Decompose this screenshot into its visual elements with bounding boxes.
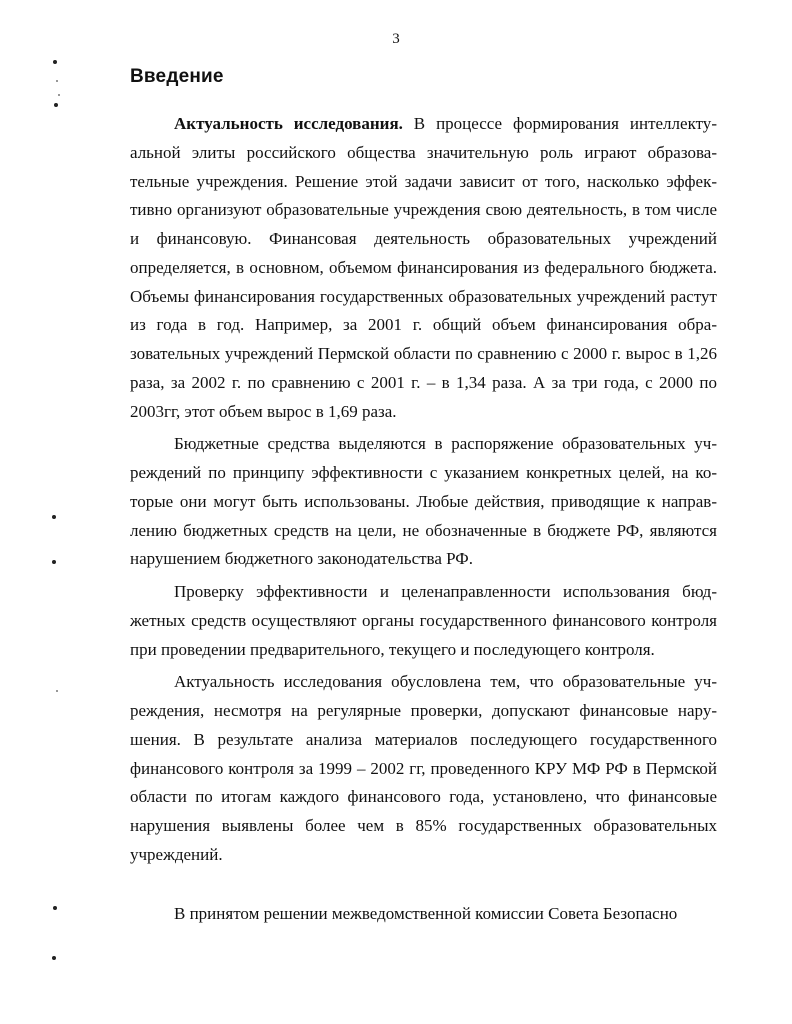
section-heading: Введение bbox=[130, 66, 224, 87]
paragraph-1-lead: Актуальность исследования. bbox=[174, 114, 403, 133]
body-text bbox=[130, 110, 717, 928]
paragraph-4: Актуальность исследования обусловлена тем, что образовательные учреждения, несмотря на регулярные проверки, допускают финансовые нарушения. В результате анализа материалов последующего государственного финансового контроля за 1999 – 2002 гг, проведенного КРУ МФ РФ в Пермской области по итогам каждого финансового года, установлено, что финансовые нарушения выявлены более чем в 85% государственных образовательных учреждений. bbox=[130, 672, 717, 864]
scan-dot-mark bbox=[52, 560, 56, 564]
scan-dot-mark bbox=[53, 906, 57, 910]
scan-dot-mark bbox=[56, 80, 58, 82]
paragraph-3: Проверку эффективности и целенаправленности использования бюджетных средств осуществляют органы государственного финансового контроля при проведении предварительного, текущего и последующего контроля. bbox=[130, 582, 717, 659]
paragraph-2: Бюджетные средства выделяются в распоряжение образовательных учреждений по принципу эффективности с указанием конкретных целей, на которые они могут быть использованы. Любые действия, приводящие к направлению бюджетных средств на цели, не обозначенные в бюджете РФ, являются нарушением бюджетного законодательства РФ. bbox=[130, 434, 717, 569]
paragraph-1 bbox=[130, 110, 717, 426]
scan-dot-mark bbox=[58, 94, 60, 96]
scan-dot-mark bbox=[56, 690, 58, 692]
scan-dot-mark bbox=[52, 515, 56, 519]
scan-dot-mark bbox=[53, 60, 57, 64]
paragraph-1-text: В процессе формирования интеллектуальной элиты российского общества значительную роль играют образовательные учреждения. Решение этой задачи зависит от того, насколько эффективно организуют образовательные учреждения свою деятельность, в том числе и финансовую. Финансовая деятельность образовательных учреждений определяется, в основном, объемом финансирования из федерального бюджета. Объемы финансирования государственных образовательных учреждений растут из года в год. Например, за 2001 г. общий объем финансирования образовательных учреждений Пермской области по сравнению с 2000 г. вырос в 1,26 раза, за 2002 г. по сравнению с 2001 г. – в 1,34 раза. А за три года, с 2000 по 2003гг, этот объем вырос в 1,69 раза. bbox=[130, 114, 717, 421]
scan-dot-mark bbox=[52, 956, 56, 960]
page-number: 3 bbox=[392, 31, 400, 47]
scan-dot-mark bbox=[54, 103, 58, 107]
paragraph-5: В принятом решении межведомственной комиссии Совета Безопасно bbox=[174, 903, 678, 923]
